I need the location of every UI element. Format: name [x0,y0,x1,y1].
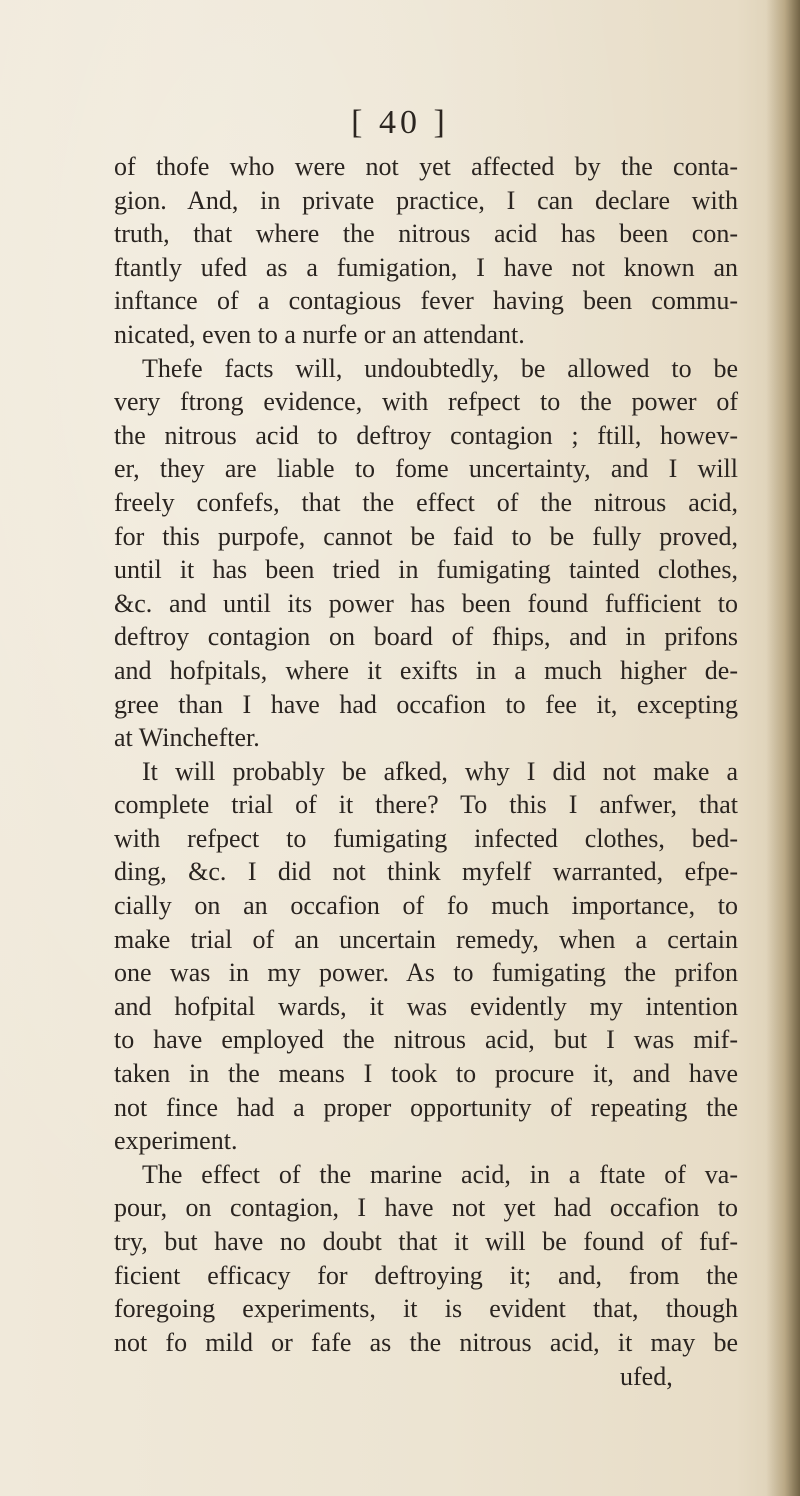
text-line: inftance of a contagious fever having been commu- [114,286,738,316]
text-line: It will probably be afked, why I did not make a [142,756,738,786]
text-line: ficient efficacy for deftroying it; and, from the [114,1260,738,1290]
text-line: with refpect to fumigating infected clothes, bed- [114,823,738,853]
text-line: complete trial of it there? To this I anfwer, that [114,790,738,820]
page-gutter-shadow [766,0,800,1496]
text-line: to have employed the nitrous acid, but I was mif- [114,1025,738,1055]
text-line: pour, on contagion, I have not yet had occafion to [114,1193,738,1223]
text-line: deftroy contagion on board of fhips, and in prifons [114,622,738,652]
text-line: make trial of an uncertain remedy, when a certain [114,924,738,954]
text-line: nicated, even to a nurfe or an attendant. [114,319,525,349]
text-line: the nitrous acid to deftroy contagion ; ftill, howev- [114,420,738,450]
text-line: &c. and until its power has been found fufficient to [114,588,738,618]
text-line: freely confefs, that the effect of the nitrous acid, [114,487,738,517]
body-text [114,150,738,1359]
text-line: and hofpital wards, it was evidently my intention [114,991,738,1021]
text-line: er, they are liable to fome uncertainty, and I will [114,454,738,484]
text-line: not fince had a proper opportunity of repeating the [114,1092,738,1122]
text-line: gree than I have had occafion to fee it, excepting [114,689,738,719]
text-line: cially on an occafion of fo much importance, to [114,891,738,921]
text-line: Thefe facts will, undoubtedly, be allowed to be [142,353,738,383]
catchword: ufed, [620,1362,673,1391]
text-line: experiment. [114,1126,238,1156]
text-line: and hofpitals, where it exifts in a much higher de- [114,655,738,685]
text-line: very ftrong evidence, with refpect to the power of [114,387,738,417]
text-line: try, but have no doubt that it will be found of fuf- [114,1227,738,1256]
text-line: for this purpofe, cannot be faid to be fully proved, [114,521,738,551]
text-line: taken in the means I took to procure it, and have [114,1059,738,1089]
text-line: gion. And, in private practice, I can declare with [114,185,738,215]
text-line: one was in my power. As to fumigating the prifon [114,958,738,988]
text-line: The effect of the marine acid, in a ftate of va- [142,1159,738,1189]
text-line: at Winchefter. [114,723,260,753]
text-line: ding, &c. I did not think myfelf warranted, efpe- [114,857,738,887]
text-line: truth, that where the nitrous acid has been con- [114,219,738,249]
page-number: [ 40 ] [351,104,449,141]
text-line: not fo mild or fafe as the nitrous acid, it may be [114,1327,738,1357]
text-line: foregoing experiments, it is evident that, though [114,1294,738,1324]
text-line: until it has been tried in fumigating tainted clothes, [114,555,738,585]
text-line: ftantly ufed as a fumigation, I have not known an [114,252,738,282]
text-line: of thofe who were not yet affected by the conta- [114,152,738,181]
